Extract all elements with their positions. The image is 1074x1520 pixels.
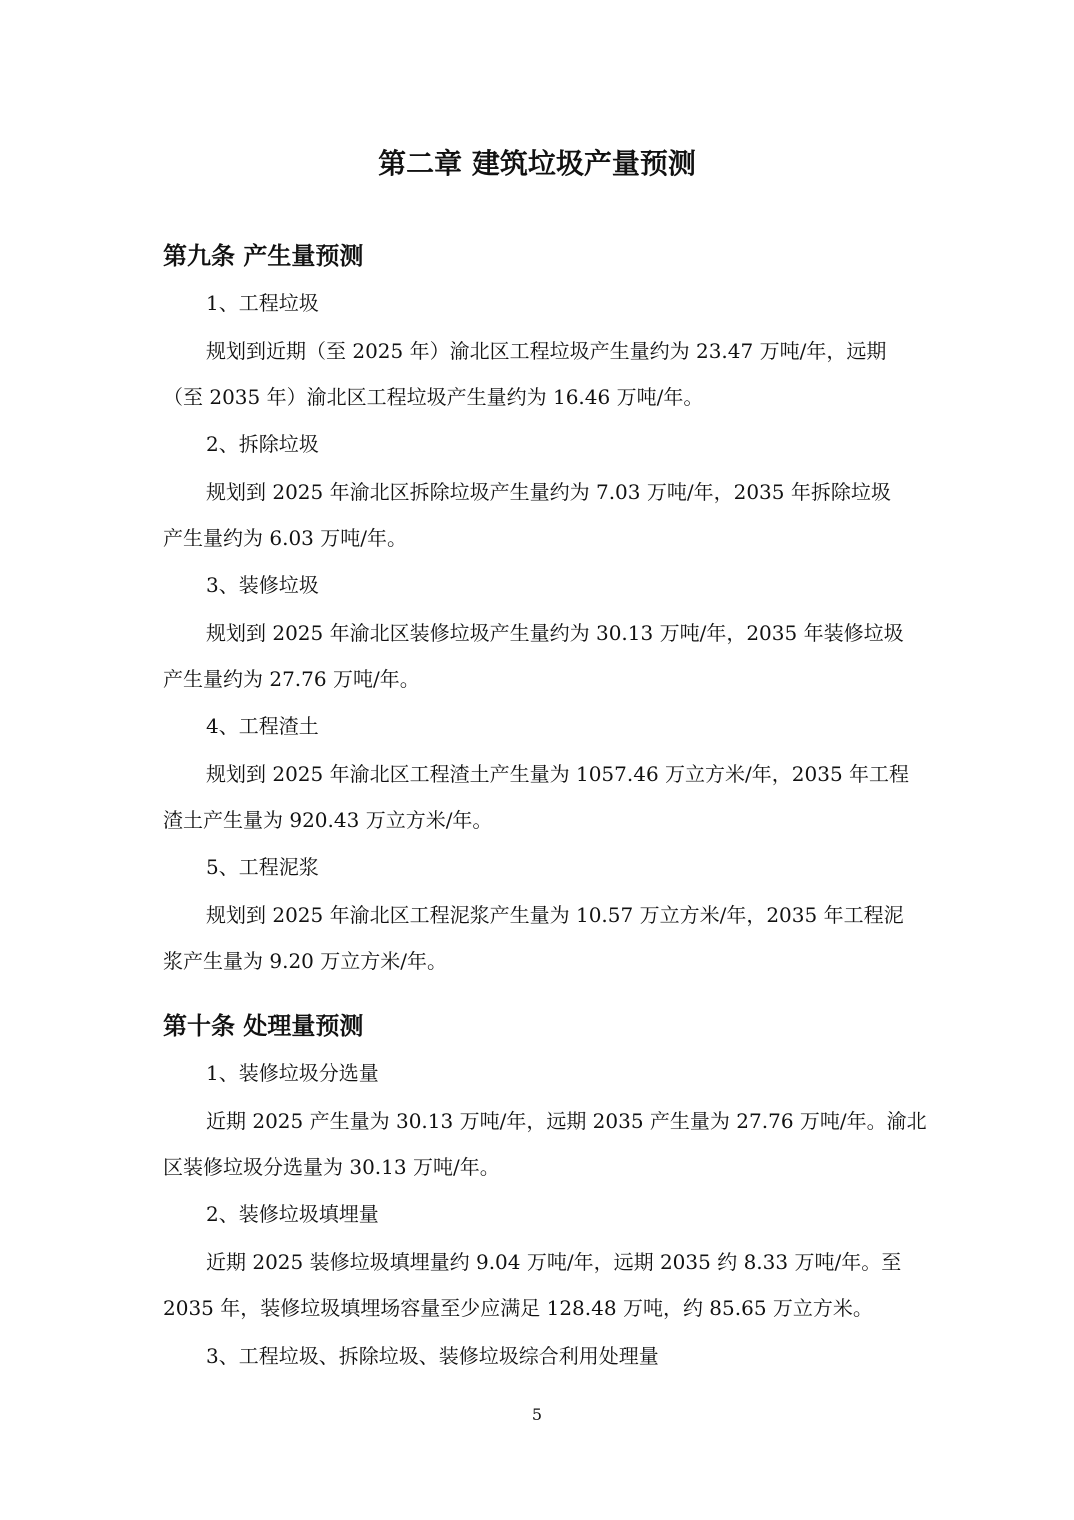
article-10-item-3-heading: 3、工程垃圾、拆除垃圾、装修垃圾综合利用处理量 [206,1344,659,1368]
article-9-item-2-text-line-2: 产生量约为 6.03 万吨/年。 [163,526,407,550]
article-10-item-1-heading: 1、装修垃圾分选量 [206,1061,379,1085]
article-9-item-1-heading: 1、工程垃圾 [206,291,319,315]
article-10-item-2-text-line-1: 近期 2025 装修垃圾填埋量约 9.04 万吨/年，远期 2035 约 8.33 万吨/年。至 [206,1250,902,1274]
article-9-item-3-text-line-2: 产生量约为 27.76 万吨/年。 [163,667,420,691]
article-9-item-4-heading: 4、工程渣土 [206,714,319,738]
article-10-item-2-text-line-2: 2035 年，装修垃圾填埋场容量至少应满足 128.48 万吨，约 85.65 万立方米。 [163,1296,873,1320]
article-9-item-4-text-line-2: 渣土产生量为 920.43 万立方米/年。 [163,808,493,832]
article-9-item-1-text-line-2: （至 2035 年）渝北区工程垃圾产生量约为 16.46 万吨/年。 [163,385,704,409]
article-9-item-3-text-line-1: 规划到 2025 年渝北区装修垃圾产生量约为 30.13 万吨/年，2035 年装修垃圾 [206,621,904,645]
article-9-item-1-text-line-1: 规划到近期（至 2025 年）渝北区工程垃圾产生量约为 23.47 万吨/年，远期 [206,339,887,363]
article-10-item-1-text-line-1: 近期 2025 产生量为 30.13 万吨/年，远期 2035 产生量为 27.76 万吨/年。渝北 [206,1109,927,1133]
article-9-item-5-text-line-1: 规划到 2025 年渝北区工程泥浆产生量为 10.57 万立方米/年，2035 年工程泥 [206,903,904,927]
article-9-item-2-heading: 2、拆除垃圾 [206,432,319,456]
article-9-title: 第九条 产生量预测 [163,241,364,270]
article-9-item-5-text-line-2: 浆产生量为 9.20 万立方米/年。 [163,949,447,973]
page-number: 5 [531,1405,543,1424]
article-9-item-3-heading: 3、装修垃圾 [206,573,319,597]
chapter-title: 第二章 建筑垃圾产量预测 [378,147,696,180]
article-10-item-2-heading: 2、装修垃圾填埋量 [206,1202,379,1226]
article-10-title: 第十条 处理量预测 [163,1011,364,1040]
article-10-item-1-text-line-2: 区装修垃圾分选量为 30.13 万吨/年。 [163,1155,500,1179]
article-9-item-5-heading: 5、工程泥浆 [206,855,319,879]
article-9-item-2-text-line-1: 规划到 2025 年渝北区拆除垃圾产生量约为 7.03 万吨/年，2035 年拆除垃圾 [206,480,891,504]
article-9-item-4-text-line-1: 规划到 2025 年渝北区工程渣土产生量为 1057.46 万立方米/年，2035 年工程 [206,762,910,786]
